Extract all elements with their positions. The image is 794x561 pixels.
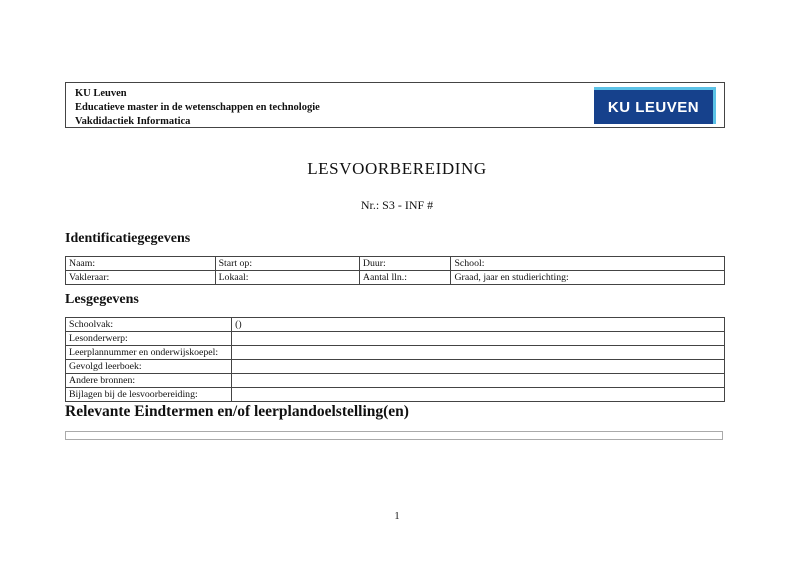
table-row [66,318,725,332]
header-program: Educatieve master in de wetenschappen en technologie [75,101,320,113]
section-lesgegevens: Lesgegevens [65,292,139,307]
field-gevolgd-leerboek-label: Gevolgd leerboek: [66,360,232,374]
field-leerplannummer-value [232,346,725,360]
document-number: Nr.: S3 - INF # [360,198,434,212]
field-graad-jaar: Graad, jaar en studierichting: [451,271,725,285]
field-start-op: Start op: [215,257,359,271]
field-schoolvak-value: () [232,318,725,332]
field-gevolgd-leerboek-value [232,360,725,374]
page-number: 1 [394,511,400,522]
field-aantal-lln: Aantal lln.: [359,271,451,285]
page-title: LESVOORBEREIDING [307,159,487,178]
field-schoolvak-label: Schoolvak: [66,318,232,332]
table-row [66,374,725,388]
table-row [66,360,725,374]
ku-leuven-logo [594,87,716,124]
header-text [75,87,320,129]
field-vakleraar: Vakleraar: [66,271,216,285]
field-lesonderwerp-value [232,332,725,346]
header-course: Vakdidactiek Informatica [75,115,191,127]
table-row [66,332,725,346]
field-lesonderwerp-label: Lesonderwerp: [66,332,232,346]
header-institution: KU Leuven [75,88,127,99]
header-box [65,82,725,128]
field-school: School: [451,257,725,271]
table-row [66,271,725,285]
table-row [66,257,725,271]
table-row [66,388,725,402]
section-identificatiegegevens: Identificatiegegevens [65,231,191,246]
eindtermen-empty-box [65,431,723,440]
field-andere-bronnen-label: Andere bronnen: [66,374,232,388]
field-naam: Naam: [66,257,216,271]
table-row [66,346,725,360]
field-bijlagen-value [232,388,725,402]
field-duur: Duur: [359,257,451,271]
field-andere-bronnen-value [232,374,725,388]
field-leerplannummer-label: Leerplannummer en onderwijskoepel: [66,346,232,360]
field-lokaal: Lokaal: [215,271,359,285]
lesson-table [65,317,725,402]
section-eindtermen: Relevante Eindtermen en/of leerplandoelstelling(en) [65,403,409,420]
ku-leuven-logo-text: KU LEUVEN [594,90,713,124]
field-bijlagen-label: Bijlagen bij de lesvoorbereiding: [66,388,232,402]
identification-table [65,256,725,285]
